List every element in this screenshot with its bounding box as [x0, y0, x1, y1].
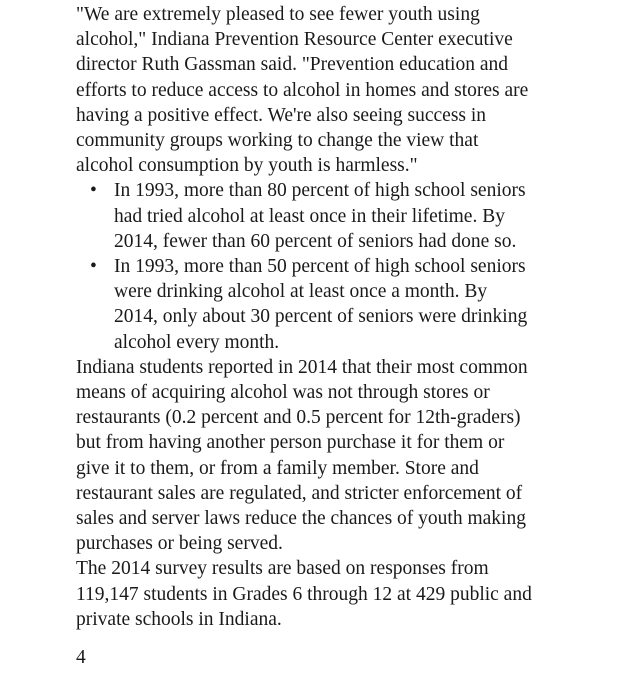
quote-paragraph: [76, 2, 616, 178]
text-line: purchases or being served.: [76, 533, 283, 555]
bullet-item: [76, 254, 616, 355]
text-line: restaurants (0.2 percent and 0.5 percent for 12th-graders): [76, 407, 521, 429]
text-line: efforts to reduce access to alcohol in homes and stores are: [76, 79, 529, 101]
text-line: In 1993, more than 80 percent of high school seniors: [114, 180, 526, 202]
text-line: private schools in Indiana.: [76, 608, 282, 630]
bullet-marker: •: [90, 180, 97, 202]
bullet-item: [76, 178, 616, 254]
survey-paragraph: [76, 556, 616, 632]
page-number: 4: [76, 647, 86, 668]
bullet-list: [76, 178, 616, 354]
text-line: having a positive effect. We're also seeing success in: [76, 104, 487, 126]
text-line: The 2014 survey results are based on responses from: [76, 558, 489, 580]
text-line: restaurant sales are regulated, and stricter enforcement of: [76, 482, 523, 504]
text-line: community groups working to change the view that: [76, 130, 479, 152]
text-line: In 1993, more than 50 percent of high school seniors: [114, 256, 526, 278]
text-line: Indiana students reported in 2014 that their most common: [76, 356, 528, 378]
acquisition-paragraph: [76, 355, 616, 557]
text-line: were drinking alcohol at least once a month. By: [114, 281, 488, 303]
text-line: sales and server laws reduce the chances of youth making: [76, 508, 526, 530]
text-line: had tried alcohol at least once in their lifetime. By: [114, 205, 505, 227]
text-line: alcohol every month.: [114, 331, 280, 353]
text-line: "We are extremely pleased to see fewer youth using: [76, 4, 480, 25]
text-line: alcohol," Indiana Prevention Resource Center executive: [76, 29, 513, 51]
bullet-marker: •: [90, 256, 97, 278]
document-page: [76, 2, 616, 632]
text-line: means of acquiring alcohol was not through stores or: [76, 382, 490, 404]
text-line: give it to them, or from a family member. Store and: [76, 457, 479, 479]
text-line: but from having another person purchase it for them or: [76, 432, 505, 454]
text-line: alcohol consumption by youth is harmless.": [76, 155, 418, 177]
text-line: 119,147 students in Grades 6 through 12 at 429 public and: [76, 583, 532, 605]
text-line: 2014, only about 30 percent of seniors were drinking: [114, 306, 528, 328]
text-line: director Ruth Gassman said. "Prevention education and: [76, 54, 508, 76]
text-line: 2014, fewer than 60 percent of seniors had done so.: [114, 230, 517, 252]
